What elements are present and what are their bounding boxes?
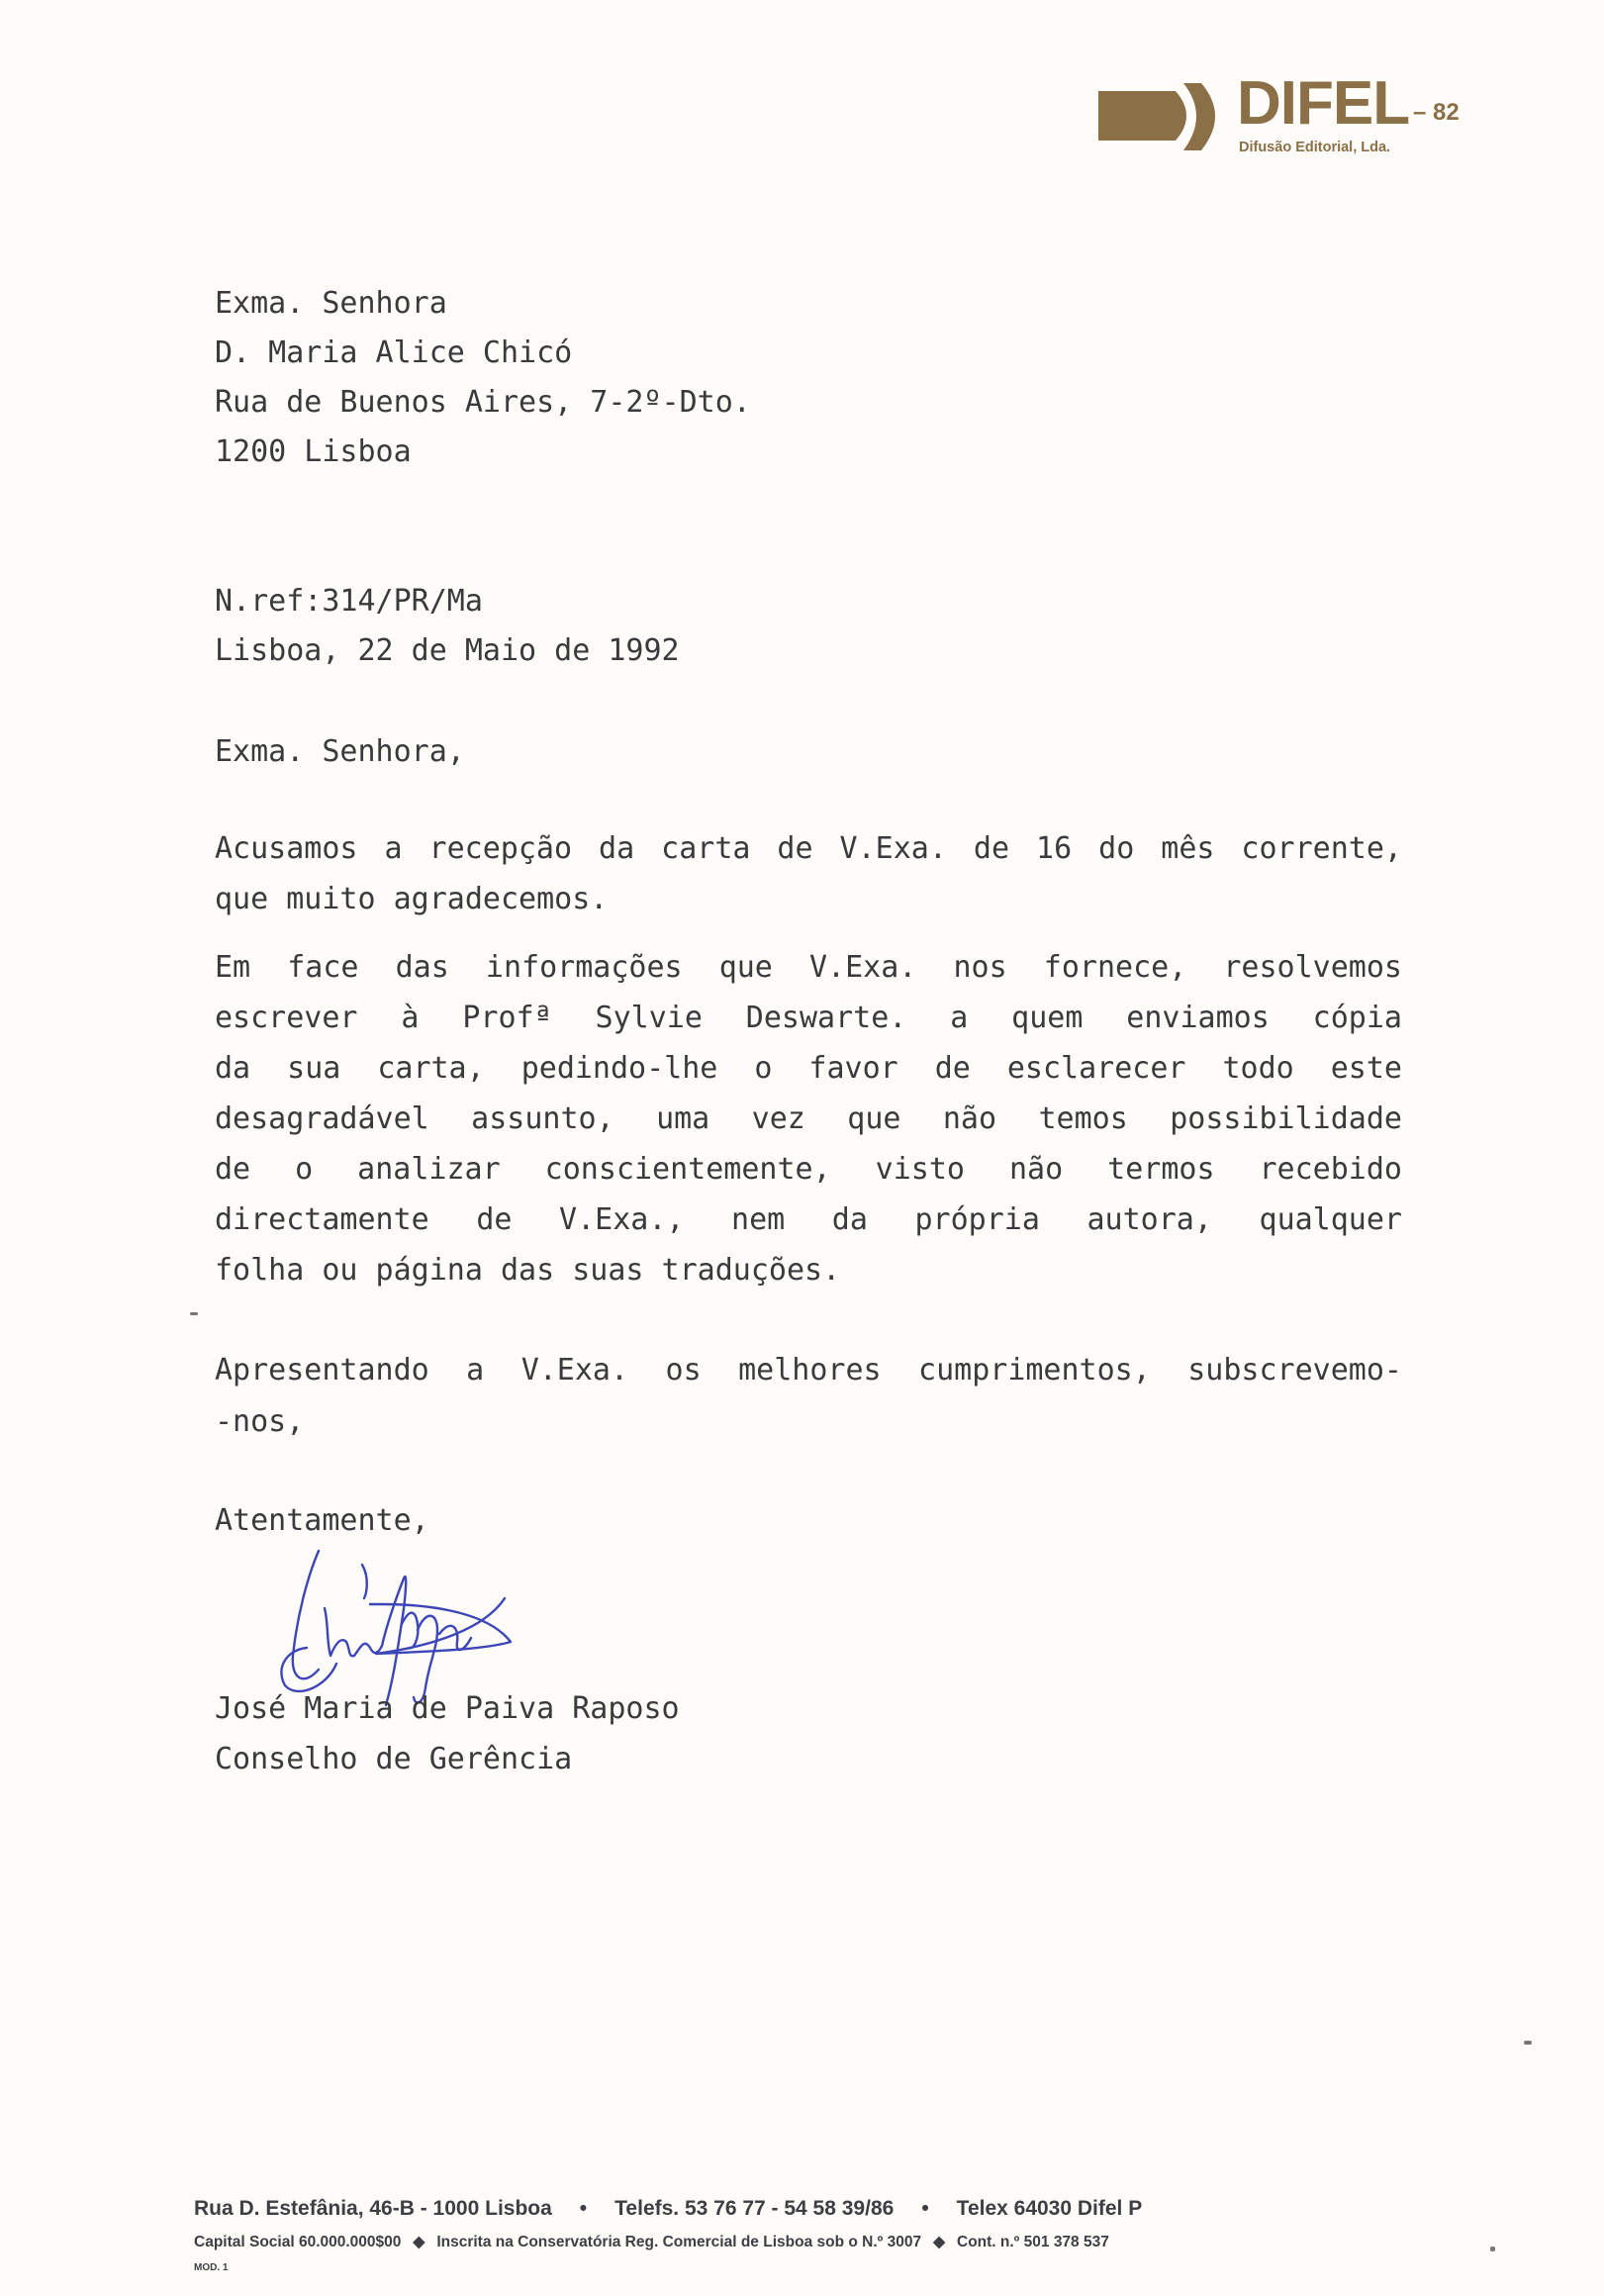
- paragraph-line: -nos,: [215, 1404, 305, 1439]
- bullet-icon: •: [921, 2197, 929, 2220]
- recipient-street: Rua de Buenos Aires, 7-2º-Dto.: [215, 385, 751, 420]
- footer-capital: Capital Social 60.000.000$00: [194, 2234, 402, 2250]
- diamond-icon: ◆: [413, 2234, 425, 2250]
- letter-date: Lisboa, 22 de Maio de 1992: [215, 633, 680, 668]
- footer-registry: Inscrita na Conservatória Reg. Comercial de Lisboa sob o N.º 3007: [436, 2234, 922, 2250]
- footer-contact-line: [194, 2198, 1142, 2219]
- bullet-icon: •: [579, 2197, 588, 2220]
- footer-phones: Telefs. 53 76 77 - 54 58 39/86: [614, 2197, 895, 2220]
- paragraph-line: de o analizar conscientemente, visto não termos recebido: [215, 1152, 1402, 1187]
- brand-tagline: Difusão Editorial, Lda.: [1239, 140, 1391, 155]
- greeting: Exma. Senhora,: [215, 734, 465, 769]
- recipient-name: D. Maria Alice Chicó: [215, 335, 573, 370]
- paragraph-line: da sua carta, pedindo-lhe o favor de esclarecer todo este: [215, 1051, 1402, 1086]
- footer-form-code: MOD. 1: [194, 2262, 229, 2273]
- scan-mark: [1524, 2041, 1532, 2045]
- signatory-title: Conselho de Gerência: [215, 1742, 573, 1776]
- scan-mark: [1490, 2247, 1495, 2251]
- paragraph-line: Apresentando a V.Exa. os melhores cumprimentos, subscrevemo-: [215, 1353, 1402, 1387]
- recipient-salutation: Exma. Senhora: [215, 286, 447, 321]
- footer-legal-line: [194, 2235, 1109, 2250]
- recipient-city: 1200 Lisboa: [215, 434, 412, 469]
- paragraph-line: directamente de V.Exa., nem da própria autora, qualquer: [215, 1202, 1402, 1237]
- signatory-name: José Maria de Paiva Raposo: [215, 1691, 680, 1726]
- closing: Atentamente,: [215, 1503, 429, 1538]
- paragraph-line: desagradável assunto, uma vez que não temos possibilidade: [215, 1101, 1402, 1136]
- paragraph-line: Em face das informações que V.Exa. nos fornece, resolvemos: [215, 950, 1402, 985]
- footer-address: Rua D. Estefânia, 46-B - 1000 Lisboa: [194, 2197, 552, 2220]
- footer-taxpayer: Cont. n.º 501 378 537: [957, 2234, 1109, 2250]
- brand-name: DIFEL: [1237, 69, 1410, 138]
- brand-number: – 82: [1413, 99, 1460, 126]
- paragraph-line: Acusamos a recepção da carta de V.Exa. de 16 do mês corrente,: [215, 831, 1402, 866]
- handwritten-signature: [267, 1539, 524, 1712]
- difel-logo-icon: [1098, 79, 1219, 156]
- paragraph-line: folha ou página das suas traduções.: [215, 1253, 841, 1288]
- scan-mark: [190, 1312, 198, 1315]
- reference-number: N.ref:314/PR/Ma: [215, 584, 483, 619]
- paragraph-line: escrever à Profª Sylvie Deswarte. a quem enviamos cópia: [215, 1001, 1402, 1035]
- footer-telex: Telex 64030 Difel P: [956, 2197, 1143, 2220]
- diamond-icon: ◆: [933, 2234, 945, 2250]
- paragraph-line: que muito agradecemos.: [215, 882, 609, 916]
- letterhead: [1098, 69, 1514, 168]
